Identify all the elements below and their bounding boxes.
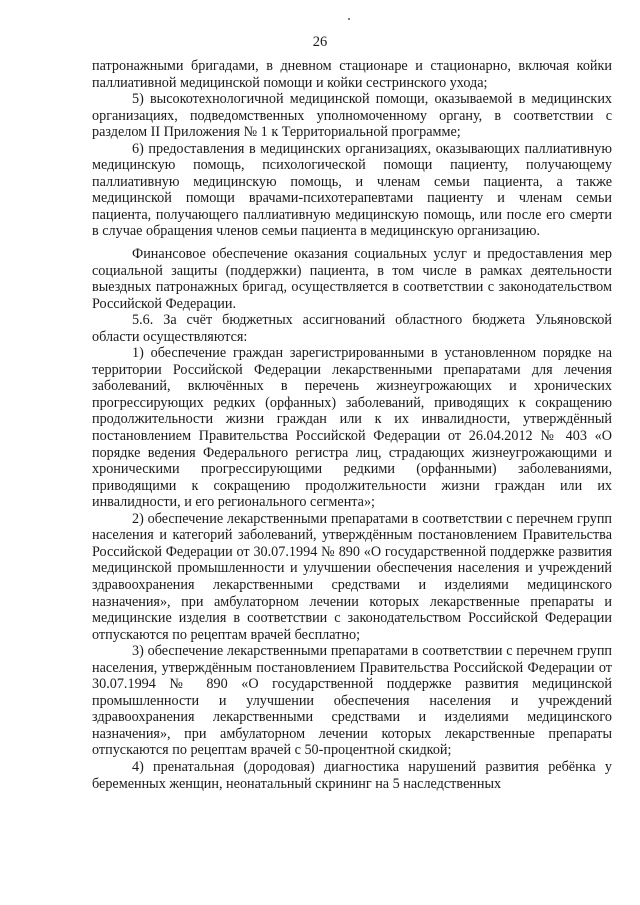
document-body — [92, 58, 612, 792]
paragraph-financing: Финансовое обеспечение оказания социальных услуг и предоставления мер социальной защиты (поддержки) пациента, в том числе в рамках деятельности выездных патронажных бригад, осуществляется в соответствии с законодательством Российской Федерации. — [92, 246, 612, 312]
paragraph-item-2: 2) обеспечение лекарственными препаратами в соответствии с перечнем групп населения и категорий заболеваний, утверждённым постановлением Правительства Российской Федерации от 30.07.1994 № 890 «О государственной поддержке развития медицинской промышленности и улучшении обеспечения населения и учреждений здравоохранения лекарственными средствами и изделиями медицинского назначения», при амбулаторном лечении которых лекарственные препараты и медицинские изделия в соответствии с законодательством Российской Федерации отпускаются по рецептам врачей бесплатно; — [92, 510, 612, 643]
paragraph-continuation: патронажными бригадами, в дневном стационаре и стационарно, включая койки паллиативной медицинской помощи и койки сестринского ухода; — [92, 58, 612, 91]
paragraph-item-3: 3) обеспечение лекарственными препаратами в соответствии с перечнем групп населения, утверждённым постановлением Правительства Российской Федерации от 30.07.1994 № 890 «О государственной поддержке развития медицинской промышленности и улучшении обеспечения населения и учреждений здравоохранения лекарственными средствами и изделиями медицинского назначения», при амбулаторном лечении которых лекарственные препараты отпускаются по рецептам врачей с 50-процентной скидкой; — [92, 643, 612, 759]
scan-mark — [348, 18, 350, 20]
page-number: 26 — [312, 34, 328, 50]
paragraph-section-5-6: 5.6. За счёт бюджетных ассигнований областного бюджета Ульяновской области осуществляются: — [92, 312, 612, 345]
paragraph-item-1: 1) обеспечение граждан зарегистрированными в установленном порядке на территории Российской Федерации лекарственными препаратами для лечения заболеваний, включённых в перечень жизнеугрожающих и хронических прогрессирующих редких (орфанных) заболеваний, приводящих к сокращению продолжительности жизни граждан или к их инвалидности, утверждённый постановлением Правительства Российской Федерации от 26.04.2012 № 403 «О порядке ведения Федерального регистра лиц, страдающих жизнеугрожающими и хроническими прогрессирующими редкими (орфанными) заболеваниями, приводящими к сокращению продолжительности жизни граждан или их инвалидности, и его регионального сегмента»; — [92, 345, 612, 511]
paragraph-item-5: 5) высокотехнологичной медицинской помощи, оказываемой в медицинских организациях, подведомственных уполномоченному органу, в соответствии с разделом II Приложения № 1 к Территориальной программе; — [92, 91, 612, 141]
paragraph-item-6: 6) предоставления в медицинских организациях, оказывающих паллиативную медицинскую помощь, психологической помощи пациенту, получающему паллиативную медицинскую помощь, и членам семьи пациента, а также медицинской помощи врачами-психотерапевтами пациенту и членам семьи пациента, получающего паллиативную медицинскую помощь, или после его смерти в случае обращения членов семьи пациента в медицинскую организацию. — [92, 140, 612, 240]
paragraph-item-4: 4) пренатальная (дородовая) диагностика нарушений развития ребёнка у беременных женщин, неонатальный скрининг на 5 наследственных — [92, 758, 612, 792]
